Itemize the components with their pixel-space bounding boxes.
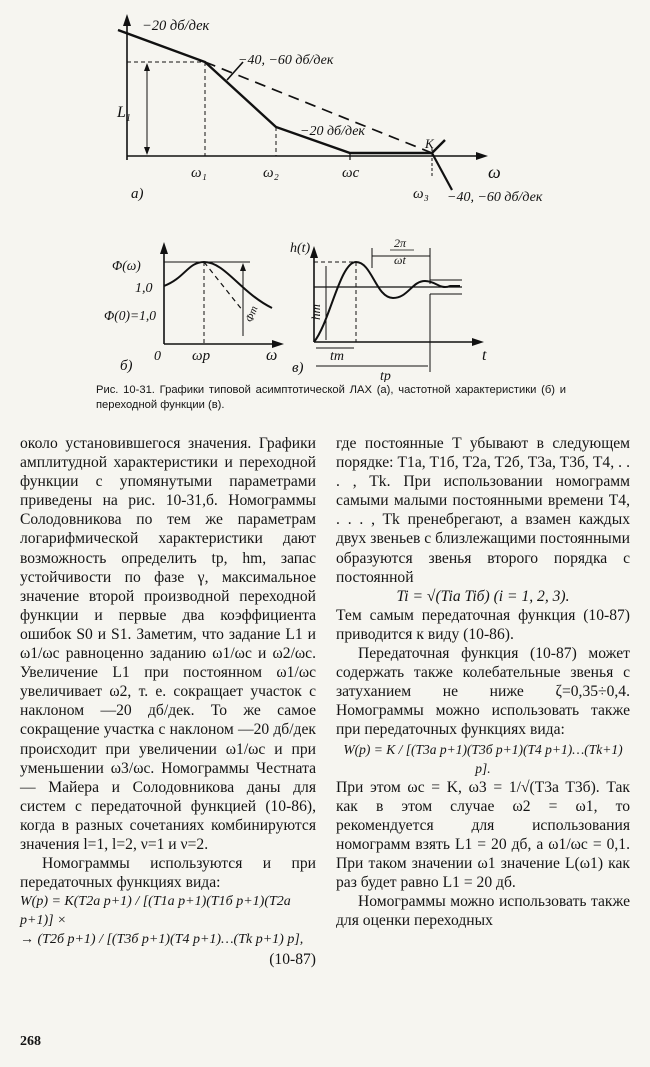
panel-a-y-label: $L_1$ bbox=[117, 104, 131, 124]
panel-v-tm-label: tm bbox=[330, 349, 344, 364]
panel-b-dphi-label: Φm bbox=[243, 304, 261, 324]
panel-a-label: а) bbox=[131, 186, 144, 202]
panel-a-asymptote-solid bbox=[118, 30, 445, 153]
panel-v-label: в) bbox=[292, 360, 304, 376]
panel-a-slope-label-1: −20 дб/дек bbox=[142, 18, 210, 34]
left-paragraph-2: Номограммы используются и при передаточных функциях вида: bbox=[20, 855, 316, 892]
right-column bbox=[336, 434, 630, 930]
panel-b-dphi-arrow bbox=[240, 263, 246, 271]
panel-a-point-k: K bbox=[425, 136, 434, 151]
panel-b-origin: 0 bbox=[154, 349, 161, 364]
panel-a-tick-omega3: ω₃ bbox=[413, 186, 429, 202]
formula-ti: Ti = √(Tia Tiб) (i = 1, 2, 3). bbox=[396, 587, 570, 605]
formula-10-87-number: (10-87) bbox=[269, 950, 316, 968]
panel-v-x-arrow bbox=[472, 338, 484, 346]
panel-a-lax-plot bbox=[116, 14, 543, 205]
panel-a-x-arrow bbox=[476, 152, 488, 160]
panel-v-y-arrow bbox=[310, 246, 318, 258]
panel-a-l1-arrow-up bbox=[144, 63, 150, 71]
left-paragraph-1: около установившегося значения. Графики амплитудной характеристики и переходной функции с упомянутыми параметрами приведены на рис. 10-31,б. Номограммы Солодовникова по тем же параметрам логарифмической характеристики дают возможность определить tp, hm, запас устойчивости по фазе γ, максимальное значение второй производной переходной функции и первые два коэффициента ошибок S0 и S1. Заметим, что задание L1 и ω1/ωc равноценно заданию ω1/ωc и ω2/ωc. Увеличение L1 при постоянном ω1/ωc увеличивает ω2, т. е. сокращает участок с наклоном —20 дб/дек. То же самое сокращение участка с наклоном —20 дб/дек происходит при увеличении ω1/ωc и при уменьшении ω3/ωc. Номограммы Честната — Майера и Солодовникова даны для систем с передаточной функцией (10-86), когда в разных сочетаниях комбинируются значения l=1, l=2, ν=1 и ν=2. bbox=[20, 435, 316, 853]
panel-a-asymptote-dashed bbox=[205, 62, 432, 153]
panel-v-y-axis-label: h(t) bbox=[290, 241, 311, 256]
panel-a-l1-arrow-down bbox=[144, 147, 150, 155]
panel-a-tick-omegac: ωc bbox=[342, 165, 360, 181]
panel-b-curve bbox=[164, 262, 272, 308]
formula-10-87-line-1: W(p) = K(T2a p+1) / [(T1a p+1)(T1б p+1)(T2a p+1)] × bbox=[20, 894, 291, 929]
formula-10-87-line-2: → (T2б p+1) / [(T3б p+1)(T4 p+1)…(Tk p+1) p], bbox=[20, 932, 304, 948]
right-paragraph-1: где постоянные T убывают в следующем порядке: T1a, T1б, T2a, T2б, T3a, T3б, T4, . . . , Tk. При использовании номограмм самыми малыми постоянными времени T4, . . . , Tk пренебрегают, а взамен каждых двух звеньев с близлежащими постоянными образуются звенья второго порядка с постоянной bbox=[336, 435, 630, 586]
right-paragraph-2: Тем самым передаточная функция (10-87) приводится к виду (10-86). bbox=[336, 606, 630, 643]
panel-a-slope-label-2: −40, −60 дб/дек bbox=[238, 53, 334, 68]
panel-v-period-numerator: 2π bbox=[394, 236, 407, 250]
panel-v-period-denominator: ωt bbox=[394, 253, 406, 267]
panel-v-response-curve bbox=[314, 262, 460, 342]
page-number: 268 bbox=[20, 1034, 41, 1049]
panel-b-y-axis-label: Φ(ω) bbox=[112, 258, 141, 273]
panel-b-frequency-plot bbox=[104, 242, 284, 374]
panel-b-value-10: 1,0 bbox=[135, 281, 153, 296]
right-paragraph-3: Передаточная функция (10-87) может содержать также колебательные звенья с затуханием не ниже ζ=0,35÷0,4. Номограммы можно использовать также при передаточных функциях вида: bbox=[336, 645, 630, 739]
panel-b-y-arrow bbox=[160, 242, 168, 254]
panel-b-label: б) bbox=[120, 358, 133, 374]
panel-v-step-response bbox=[290, 236, 487, 382]
panel-v-x-axis-label: t bbox=[482, 347, 487, 364]
panel-a-y-arrow bbox=[123, 14, 131, 26]
panel-a-tail bbox=[432, 153, 452, 190]
left-column bbox=[20, 434, 316, 969]
formula-w: W(p) = K / [(T3a p+1)(T3б p+1)(T4 p+1)…(Tk+1) p]. bbox=[343, 741, 623, 776]
right-paragraph-5: Номограммы можно использовать также для оценки переходных bbox=[336, 893, 630, 930]
figure-caption: Рис. 10-31. Графики типовой асимптотической ЛАХ (а), частотной характеристики (б) и переходной функции (в). bbox=[96, 384, 566, 411]
right-paragraph-4: При этом ωc = K, ω3 = 1/√(T3a T3б). Так как в этом случае ω2 = ω1, то рекомендуется для использования номограмм взять L1 = 20 дб, а ω1/ωc = 0,1. При таком значении ω1 значение L(ω1) как раз будет равно L1 = 20 дб. bbox=[336, 778, 630, 892]
panel-v-hm-label: hm bbox=[308, 304, 323, 320]
panel-b-tick-omegap: ωp bbox=[192, 348, 211, 364]
panel-a-x-axis-label: ω bbox=[488, 162, 501, 182]
panel-b-phi0-label: Φ(0)=1,0 bbox=[104, 308, 157, 323]
panel-a-tick-omega1: ω₁ bbox=[191, 165, 207, 181]
panel-a-slope-label-3: −20 дб/дек bbox=[300, 124, 365, 139]
figure-10-31 bbox=[0, 0, 650, 382]
panel-v-tp-label: tp bbox=[380, 369, 391, 382]
panel-a-tick-omega2: ω₂ bbox=[263, 165, 279, 181]
panel-b-x-axis-label: ω bbox=[266, 347, 278, 364]
panel-a-slope-label-4: −40, −60 дб/дек bbox=[447, 190, 543, 205]
